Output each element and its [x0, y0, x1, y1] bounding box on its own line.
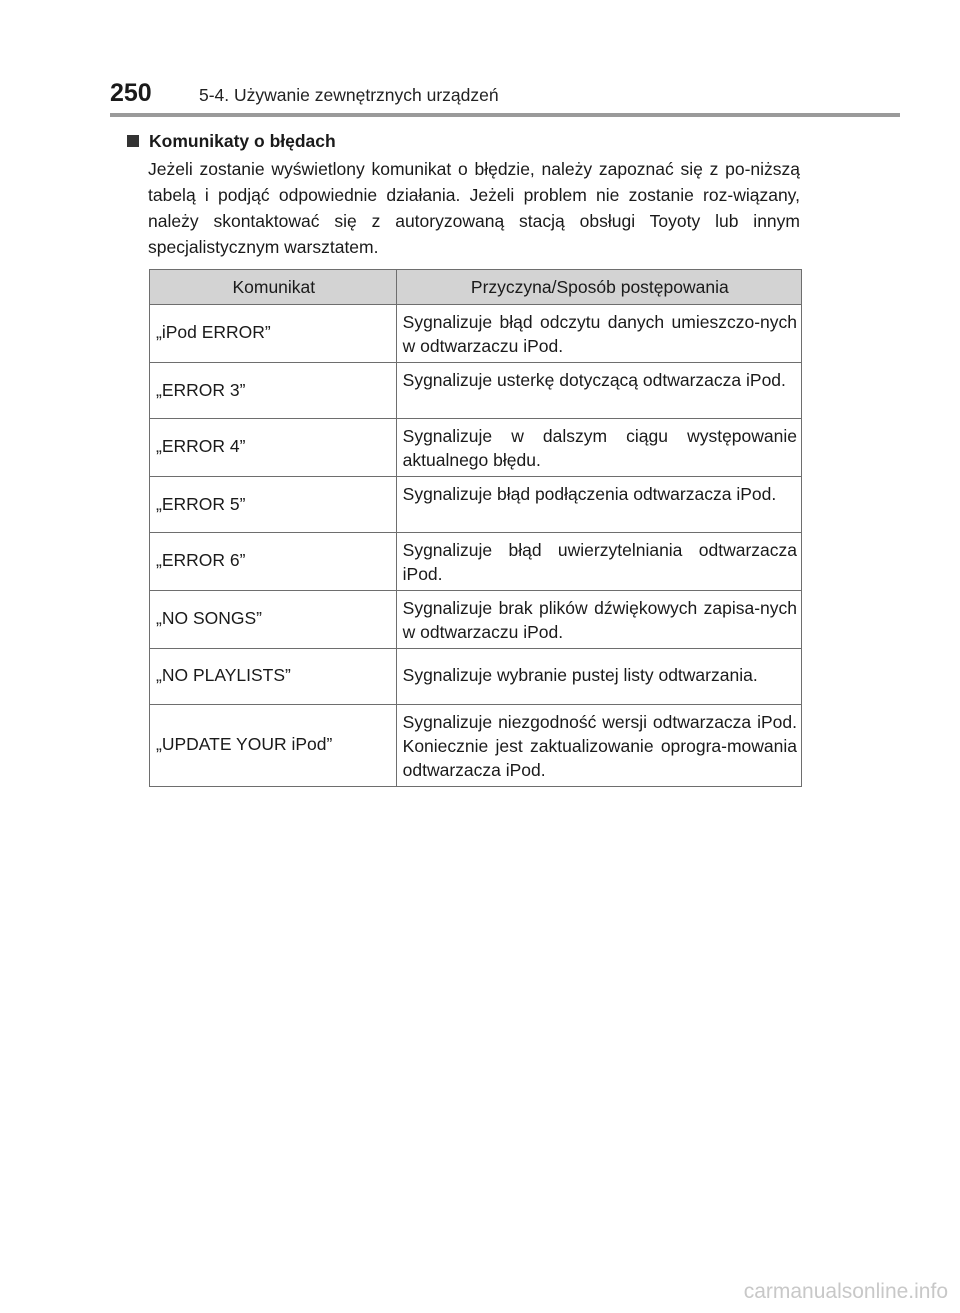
cause-cell: Sygnalizuje w dalszym ciągu występowanie aktualnego błędu. — [396, 419, 801, 477]
page-number: 250 — [110, 79, 152, 107]
table-row — [150, 477, 802, 533]
cause-cell: Sygnalizuje wybranie pustej listy odtwarzania. — [396, 649, 801, 705]
table-row — [150, 649, 802, 705]
table-row — [150, 705, 802, 787]
table-row — [150, 419, 802, 477]
message-cell: „ERROR 4” — [150, 419, 397, 477]
section-heading — [127, 129, 336, 153]
message-cell: „UPDATE YOUR iPod” — [150, 705, 397, 787]
table-header-row — [150, 270, 802, 305]
table-row — [150, 591, 802, 649]
message-cell: „iPod ERROR” — [150, 305, 397, 363]
page-header — [0, 0, 960, 118]
cause-cell: Sygnalizuje błąd uwierzytelniania odtwarzacza iPod. — [396, 533, 801, 591]
cause-cell: Sygnalizuje błąd odczytu danych umieszczo-nych w odtwarzaczu iPod. — [396, 305, 801, 363]
message-cell: „ERROR 3” — [150, 363, 397, 419]
intro-paragraph: Jeżeli zostanie wyświetlony komunikat o błędzie, należy zapoznać się z po-niższą tabelą i podjąć odpowiednie działania. Jeżeli problem nie zostanie roz-wiązany, należy skontaktować się z autoryzowaną stacją obsługi Toyoty lub innym specjalistycznym warsztatem. — [148, 159, 800, 257]
header-divider — [110, 113, 900, 117]
section-title: 5-4. Używanie zewnętrznych urządzeń — [199, 85, 499, 105]
column-header-message: Komunikat — [150, 270, 397, 305]
table-row — [150, 305, 802, 363]
section-heading-text: Komunikaty o błędach — [149, 131, 336, 151]
table-row — [150, 363, 802, 419]
cause-cell: Sygnalizuje usterkę dotyczącą odtwarzacza iPod. — [396, 363, 801, 419]
column-header-cause: Przyczyna/Sposób postępowania — [396, 270, 801, 305]
cause-cell: Sygnalizuje niezgodność wersji odtwarzacza iPod. Koniecznie jest zaktualizowanie oprogra-mowania odtwarzacza iPod. — [396, 705, 801, 787]
message-cell: „ERROR 5” — [150, 477, 397, 533]
error-messages-table — [149, 269, 802, 787]
watermark: carmanualsonline.info — [743, 1280, 948, 1303]
square-bullet-icon — [127, 135, 139, 147]
table-row — [150, 533, 802, 591]
message-cell: „NO SONGS” — [150, 591, 397, 649]
cause-cell: Sygnalizuje brak plików dźwiękowych zapisa-nych w odtwarzaczu iPod. — [396, 591, 801, 649]
message-cell: „ERROR 6” — [150, 533, 397, 591]
message-cell: „NO PLAYLISTS” — [150, 649, 397, 705]
cause-cell: Sygnalizuje błąd podłączenia odtwarzacza iPod. — [396, 477, 801, 533]
